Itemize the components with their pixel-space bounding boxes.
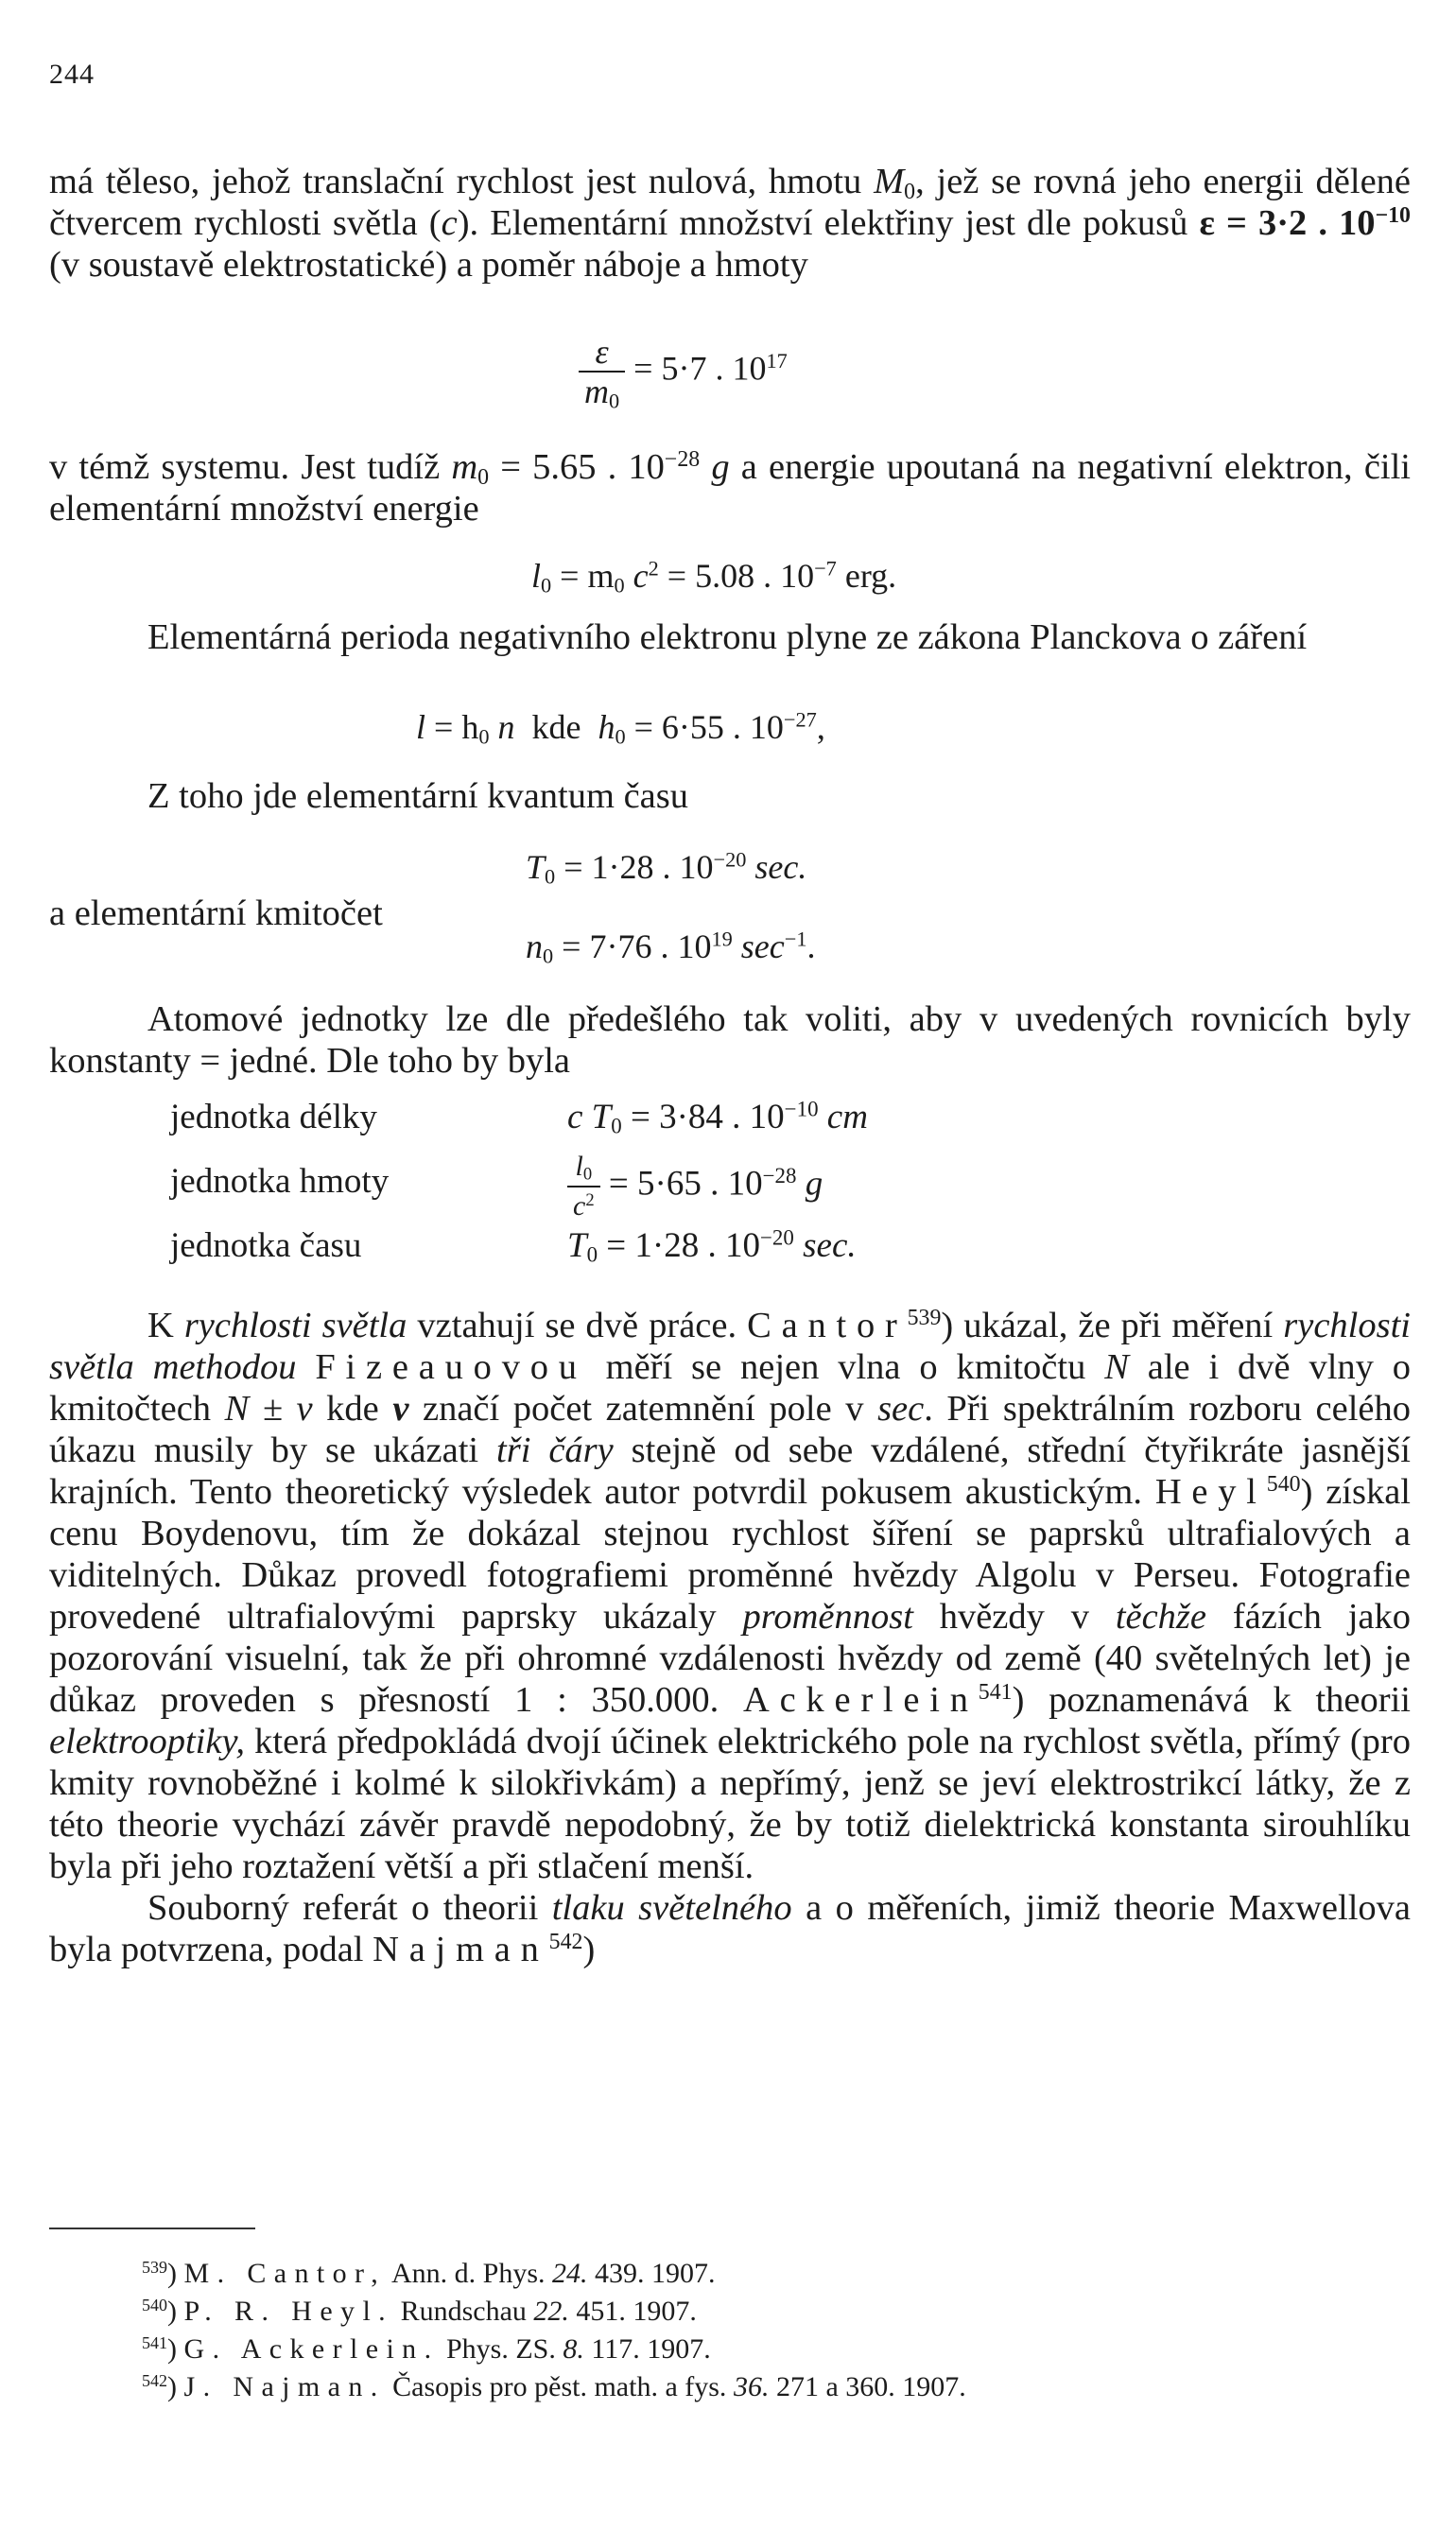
paragraph-planck: Elementárná perioda negativního elektronu plyne ze zákona Planckova o záření [147,617,1308,657]
footnote-539: $^{539}$) M. Cantor, Ann. d. Phys. 24. 439. 1907. [142,2258,716,2289]
page-number: 244 [49,59,95,90]
equation-energy: $l_0 = m_0$ $c^2 = 5.08$ . $10^{-7}$ erg. [531,556,897,598]
paragraph-atomic-units: Atomové jednotky lze dle předešlého tak voliti, aby v uvedených rovnicích byly konstanty = jedné. Dle toho by byla [49,999,1411,1081]
paragraph-speed-of-light: K rychlosti světla vztahují se dvě práce. Cantor$^{539}$) ukázal, že při měření rychlosti světla methodou Fizeauovou měří se nejen vlna o kmitočtu N ale i dvě vlny o kmitočtech N ± ν kde ν značí počet zatemnění pole v sec. Při spektrálním rozboru celého úkazu musily by se ukázati tři čáry stejně od sebe vzdálené, střední čtyřikráte jasnější krajních. Tento theoretický výsledek autor potvrdil pokusem akustickým. Heyl$^{540}$) získal cenu Boydenovu, tím že dokázal stejnou rychlost šíření se paprsků ultrafialových a viditelných. Důkaz provedl fotografiemi proměnné hvězdy Algolu v Perseu. Fotografie provedené ultrafialovými paprsky ukázaly proměnnost hvězdy v těchže fázích jako pozorování visuelní, tak že při ohromné vzdálenosti hvězdy od země (40 světelných let) je důkaz proveden s přesností 1 : 350.000. Ackerlein$^{541}$) poznamenává k theorii elektrooptiky, která předpokládá dvojí účinek elektrického pole na rychlost světla, přímý (pro kmity rovnoběžné i kolmé k silokřivkám) a nepřímý, jenž se jeví elektrostrikcí látky, že z této theorie vychází závěr pravdě nepodobný, že by totiž dielektrická konstanta sirouhlíku byla při jeho roztažení větší a při stlačení menší. Souborný referát o theorii tlaku světelného a o měřeních, jimiž theorie Maxwellova byla potvrzena, podal Najman$^{542}$) [49,1305,1412,1969]
paragraph-electron-mass: v témž systemu. Jest tudíž $m_0 = 5.65$ . $10^{-28}$ g a energie upoutaná na negativní elektron, čili elementární množství energie [49,446,1412,529]
footnote-540: $^{540}$) P. R. Heyl. Rundschau 22. 451. 1907. [142,2296,697,2327]
equation-charge-mass-ratio: $\frac{\varepsilon}{m_0}$ = 5·7 . $10^{17}$ [579,333,788,410]
footnote-541: $^{541}$) G. Ackerlein. Phys. ZS. 8. 117. 1907. [142,2333,711,2365]
equation-planck: $l = h_0$ n kde $h_0 = 6\cdot 55$ . $10^{-27}$, [416,707,825,749]
document-page: 244 má těleso, jehož translační rychlost jest nulová, hmotu $M_0$, jež se rovná jeho energii dělené čtvercem rychlosti světla (c). Elementární množství elektřiny jest dle pokusů ε = 3·2 . $10^{-10}$ (v soustavě elektrostatické) a poměr náboje a hmoty $\frac{\varepsilon}{m_0}$ = 5·7 . $10^{17}$ v témž systemu. Jest tudíž $m_0 = 5.65$ . $10^{-28}$ g a energie upoutaná na negativní elektron, čili elementární množství energie $l_0 = m_0$ $c^2 = 5.08$ . $10^{-7}$ erg. Elementárná perioda negativního elektronu plyne ze zákona Planckova o záření $l = h_0$ n kde $h_0 = 6\cdot 55$ . $10^{-27}$, Z toho jde elementární kvantum času $T_0 = 1\cdot 28$ . $10^{-20}$ sec. a elementární kmitočet $n_0 = 7\cdot 76$ . $10^{19}$ $\sec^{-1}$. Atomové jednotky lze dle předešlého tak voliti, aby v uvedených rovnicích byly konstanty = jedné. Dle toho by byla jednotka délky c $T_0 = 3\cdot 84$ . $10^{-10}$ cm jednotka hmoty $\frac{l_0}{c^2}$ = 5·65 . $10^{-28}$ g jednotka času $T_0 = 1\cdot 28$ . $10^{-20}$ sec. K rychlosti světla vztahují se dvě práce. Cantor$^{539}$) ukázal, že při měření rychlosti světla methodou Fizeauovou měří se nejen vlna o kmitočtu N ale i dvě vlny o kmitočtech N ± ν kde ν značí počet zatemnění pole v sec. Při spektrálním rozboru celého úkazu musily by se ukázati tři čáry stejně od sebe vzdálené, střední čtyřikráte jasnější krajních. Tento theoretický výsledek autor potvrdil pokusem akustickým. Heyl$^{540}$) získal cenu Boydenovu, tím že dokázal stejnou rychlost šíření se paprsků ultrafialových a viditelných. Důkaz provedl fotografiemi proměnné hvězdy Algolu v Perseu. Fotografie provedené ultrafialovými paprsky ukázaly proměnnost hvězdy v těchže fázích jako pozorování visuelní, tak že při ohromné vzdálenosti hvězdy od země (40 světelných let) je důkaz proveden s přesností 1 : 350.000. Ackerlein$^{541}$) poznamenává k theorii elektrooptiky, která předpokládá dvojí účinek elektrického pole na rychlost světla, přímý (pro kmity rovnoběžné i kolmé k silokřivkám) a nepřímý, jenž se jeví elektrostrikcí látky, že z této theorie vychází závěr pravdě nepodobný, že by totiž dielektrická konstanta sirouhlíku byla při jeho roztažení větší a při stlačení menší. Souborný referát o theorii tlaku světelného a o měřeních, jimiž theorie Maxwellova byla potvrzena, podal Najman$^{542}$) $^{539}$) M. Cantor, Ann. d. Phys. 24. 439. 1907. $^{540}$) P. R. Heyl. Rundschau 22. 451. 1907. $^{541}$) G. Ackerlein. Phys. ZS. 8. 117. 1907. $^{542}$) J. Najman. Časopis pro pěst. math. a fys. 36. 271 a 360. 1907. [49,59,1412,2402]
equation-time-quantum: $T_0 = 1\cdot 28$ . $10^{-20}$ sec. [526,847,807,889]
footnote-542: $^{542}$) J. Najman. Časopis pro pěst. math. a fys. 36. 271 a 360. 1907. [142,2371,966,2402]
footnote-divider [49,2228,255,2229]
paragraph-time-quantum: Z toho jde elementární kvantum času [147,776,688,816]
paragraph-mass-energy: má těleso, jehož translační rychlost jest nulová, hmotu $M_0$, jež se rovná jeho energii dělené čtvercem rychlosti světla (c). Elementární množství elektřiny jest dle pokusů ε = 3·2 . $10^{-10}$ (v soustavě elektrostatické) a poměr náboje a hmoty [49,162,1411,285]
paragraph-frequency: a elementární kmitočet [49,893,383,933]
equation-frequency: $n_0 = 7\cdot 76$ . $10^{19}$ $\sec^{-1}$. [526,927,816,968]
